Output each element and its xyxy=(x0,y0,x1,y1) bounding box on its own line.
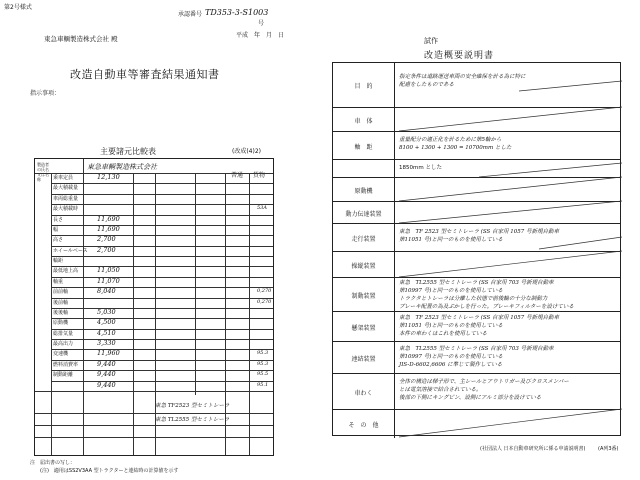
spec-value-col1: 9,440 xyxy=(97,370,116,379)
spec-value-col1: 11,690 xyxy=(97,224,120,233)
row-running xyxy=(333,223,620,251)
table-title: 主要諸元比較表 xyxy=(100,147,156,156)
spec-value-col1: 11,960 xyxy=(97,349,120,358)
spec-row-label: 最大積載量 xyxy=(53,185,79,192)
spec-value-col2: 95.3 xyxy=(257,350,269,357)
content-frame: 全体の構造は梯子形で、主レールとアウトリガー及びクロスメンバー とは電気溶接で結合されている。 後部の下側にキングピン、設側にアルミ部分を設けている xyxy=(399,379,569,401)
approval-number-label: 承認番号 xyxy=(178,11,203,18)
label-body: 車 体 xyxy=(333,108,395,132)
spec-row-label: 最大積載時 xyxy=(53,206,79,213)
spec-row-label: 原動機 xyxy=(53,320,69,327)
content-wheelbase: 重量配分の適正化を計るために第5輪から 8100 + 1300 + 1300 = 10700mm とした xyxy=(399,137,512,151)
modification-summary-table xyxy=(332,62,621,436)
approval-number-suffix: 号 xyxy=(258,20,265,27)
spec-row-label: 後後軸 xyxy=(53,309,69,316)
spec-value-col2: 95.5 xyxy=(257,371,269,378)
spec-row-label: 高さ xyxy=(53,237,64,244)
footer-left: (社団法人 日本自動車研究所に係る申請説明書) xyxy=(480,446,586,452)
usage-header-1: 普通 xyxy=(231,172,244,179)
spec-row-label: 乗車定員 xyxy=(53,175,74,181)
spec-row-label: 前前軸 xyxy=(53,289,69,296)
document-title: 改造自動車等審査結果通知書 xyxy=(70,68,220,81)
spec-value-col1: 9,440 xyxy=(97,380,116,389)
company-name: 東急車輌製造株式会社 殿 xyxy=(44,35,118,43)
row-engine xyxy=(333,177,620,201)
content-purpose: 指定条件は道路運送車両の安全確保を計る為に特に 配慮をしたものである xyxy=(399,74,526,88)
content-suspension: 東急 TF 2523 型セミトレーラ (SS 自家用 1057 号新規自動車 第11051 号)と同一のものを使用している 本件の車わくはこれを使用している xyxy=(399,315,560,337)
label-wheelbase: 軸 距 xyxy=(333,132,395,160)
footnote-1: 注 届出書の写し： xyxy=(30,460,76,466)
spec-row-label: ホイールベース xyxy=(53,247,88,254)
spec-row-label: 輪距 xyxy=(53,258,64,265)
summary-title: 改造概要説明書 xyxy=(424,51,495,61)
form-number: 第2号様式 xyxy=(4,4,32,11)
row-transmission xyxy=(333,201,620,223)
label-transmission: 動力伝達装置 xyxy=(333,202,395,224)
summary-page xyxy=(320,0,640,480)
spec-row-label: 最高出力 xyxy=(53,341,74,348)
spec-value-col2: 95.3 xyxy=(257,360,269,367)
manufacturer-name: 東急車輌製造株式会社 xyxy=(87,163,157,171)
row-suspension xyxy=(333,311,620,341)
spec-value-col1: 3,330 xyxy=(97,339,116,348)
spec-value-col1: 4,500 xyxy=(97,318,116,327)
bottom-row-1: 東急 TF2523 型セミトレーラ xyxy=(155,403,230,409)
label-coupling: 連結装置 xyxy=(333,342,395,374)
date-line: 平成 年 月 日 xyxy=(236,32,285,39)
label-engine: 原動機 xyxy=(333,178,395,202)
label-frame: 車わく xyxy=(333,374,395,410)
subtitle: 試作 xyxy=(424,37,438,45)
row-coupling xyxy=(333,341,620,373)
label-brake: 制動装置 xyxy=(333,278,395,312)
spec-value-col2: 0,270 xyxy=(257,288,272,295)
approval-number: TD353-3-S1003 xyxy=(205,8,269,17)
table-note: (改成(4)2) xyxy=(232,148,261,155)
row-wheelbase-2 xyxy=(333,159,620,177)
spec-row-label: 軸重 xyxy=(53,278,64,285)
spec-row-label: 変速機 xyxy=(53,351,69,358)
specification-table xyxy=(34,158,274,456)
content-wheelbase-2: 1850mm とした xyxy=(399,165,442,171)
spec-value-col1: 12,130 xyxy=(97,173,120,181)
spec-value-col2: 53A xyxy=(257,205,267,212)
row-body xyxy=(333,107,620,131)
spec-row-label: 最低地上高 xyxy=(53,268,79,275)
label-blank xyxy=(333,160,395,178)
manufacturer-label: 製造者の氏名又は名称 xyxy=(37,162,49,182)
row-wheelbase xyxy=(333,131,620,159)
spec-value-col1: 2,700 xyxy=(97,245,116,254)
label-running: 走行装置 xyxy=(333,224,395,252)
spec-value-col1: 5,030 xyxy=(97,307,116,316)
spec-value-col1: 11,050 xyxy=(97,266,120,275)
row-purpose xyxy=(333,63,620,107)
spec-row-label: 総排気量 xyxy=(53,330,74,337)
row-steering xyxy=(333,251,620,277)
spec-value-col1: 9,440 xyxy=(97,359,116,368)
content-coupling: 東急 TL2555 型セミトレーラ (SS 自家用 703 号新規自動車 第10997 号)と同一のものを使用している JIS-D-6602,6606 に準じて製作している xyxy=(399,346,554,368)
content-brake: 東急 TL2555 型セミトレーラ (SS 自家用 703 号新規自動車 第10997 号)と同一のものを使用している トラクタとトレーラは分離した状態で前後輪の十分な制動力 ブレーキ配置の為及ぶかしを行った。ブレーキフィルターを設けている xyxy=(399,280,574,310)
spec-value-col2: 0,270 xyxy=(257,298,272,305)
spec-value-col1: 8,040 xyxy=(97,287,116,296)
spec-value-col1: 4,510 xyxy=(97,328,116,337)
spec-value-col2: 95.1 xyxy=(257,381,269,388)
row-other xyxy=(333,409,620,437)
spec-value-col1: 11,690 xyxy=(97,214,120,223)
label-other: そ の 他 xyxy=(333,410,395,438)
label-steering: 操縦装置 xyxy=(333,252,395,278)
bottom-row-2: 東急 TL2555 型セミトレーラ xyxy=(155,417,230,423)
label-suspension: 懸架装置 xyxy=(333,312,395,342)
spec-row-label: 後前軸 xyxy=(53,299,69,306)
footnote-2: (注) 適用はSS2V3AA 型トラクターと連結時の計算値を示す xyxy=(40,468,179,474)
label-purpose: 目 的 xyxy=(333,63,395,107)
row-frame xyxy=(333,373,620,409)
footer-right: (A列3番) xyxy=(598,446,619,452)
spec-row-label: 長さ xyxy=(53,216,64,223)
usage-header-2: 貨物 xyxy=(253,172,266,179)
spec-row-label: 幅 xyxy=(53,226,59,233)
spec-row-label: 制動距離 xyxy=(53,372,74,379)
spec-value-col1: 11,070 xyxy=(97,276,120,285)
content-running: 東急 TF 2523 型セミトレーラ (SS 自家用 1057 号新規自動車 第11051 号)と同一のものを使用している xyxy=(399,229,560,243)
instructions-label: 指示事項： xyxy=(30,90,61,97)
spec-value-col1: 2,700 xyxy=(97,235,116,244)
row-brake xyxy=(333,277,620,311)
spec-row-label: 燃料消費率 xyxy=(53,361,79,368)
spec-row-label: 車両総重量 xyxy=(53,195,79,202)
